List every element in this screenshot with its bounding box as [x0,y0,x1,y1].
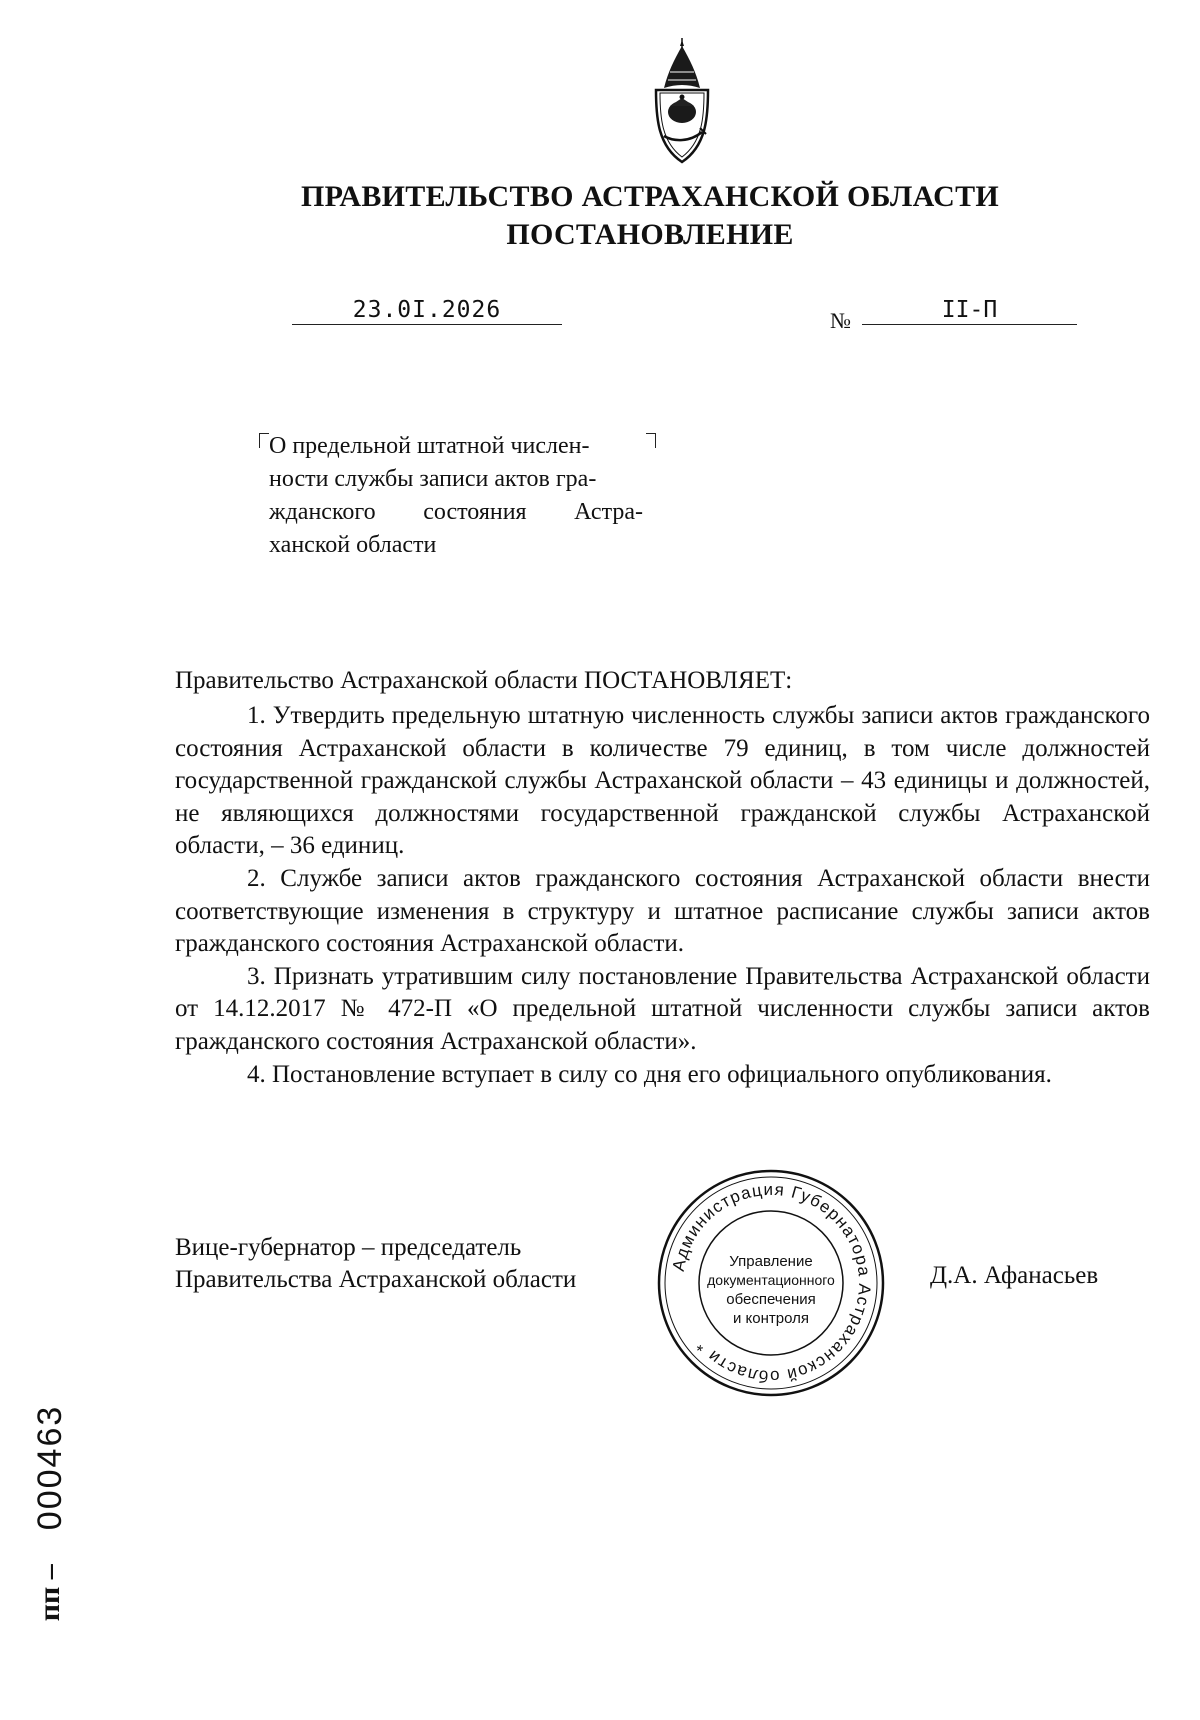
number-sign: № [830,308,851,333]
document-subject [269,430,643,562]
subject-bracket-right [646,433,656,448]
signatory-position [175,1232,655,1296]
registration-digits: 000463 [30,1404,69,1531]
paragraph-1: 1. Утвердить предельную штатную численность службы записи актов гражданского состояния Астраханской области в количестве 79 единиц, в том числе должностей государственной гражданской службы Астраханской области – 43 единицы и должностей, не являющихся должностями государственной гражданской службы Астраханской области, – 36 единиц. [175,702,1150,860]
subject-line: О предельной штатной числен- [269,433,590,459]
preamble: Правительство Астраханской области ПОСТАНОВЛЯЕТ: [175,667,793,694]
document-date: 23.0I.2026 [292,296,562,325]
stamp-center-line: обеспечения [726,1291,816,1308]
stamp-center-line: Управление [729,1253,813,1270]
government-title: ПРАВИТЕЛЬСТВО АСТРАХАНСКОЙ ОБЛАСТИ [300,180,1000,213]
stamp-center-line: и контроля [732,1310,810,1327]
paragraph-4: 4. Постановление вступает в силу со дня его официального опубликования. [247,1060,1052,1088]
registration-number [0,1404,175,1622]
signatory-position-line: Вице-губернатор – председатель [175,1234,522,1261]
paragraph-2: 2. Службе записи актов гражданского состояния Астраханской области внести соответствующие изменения в структуру и штатное расписание службы записи актов гражданского состояния Астраханской области. [175,864,1150,958]
official-stamp [656,1168,886,1398]
stamp-ring-text: Администрация Губернатора Астраханской области * [668,1179,875,1387]
document-number: II-П [862,296,1077,325]
signatory-position-line: Правительства Астраханской области [175,1266,577,1293]
stamp-center-line: документационного [707,1272,835,1288]
document-type-title: ПОСТАНОВЛЕНИЕ [506,218,794,251]
document-body [175,700,1150,1091]
paragraph-3: 3. Признать утратившим силу постановление Правительства Астраханской области от 14.12.2017 № 472-П «О предельной штатной численности службы записи актов гражданского состояния Астраханской области». [175,962,1150,1055]
subject-bracket-left [259,433,269,448]
subject-line: ханской области [269,532,437,558]
subject-line: ности службы записи актов гра- [269,466,597,492]
subject-line: жданского состояния Астра- [269,499,643,525]
registration-prefix: пп – [33,1564,66,1622]
coat-of-arms-emblem [644,38,720,172]
signatory-name: Д.А. Афанасьев [930,1262,1099,1289]
